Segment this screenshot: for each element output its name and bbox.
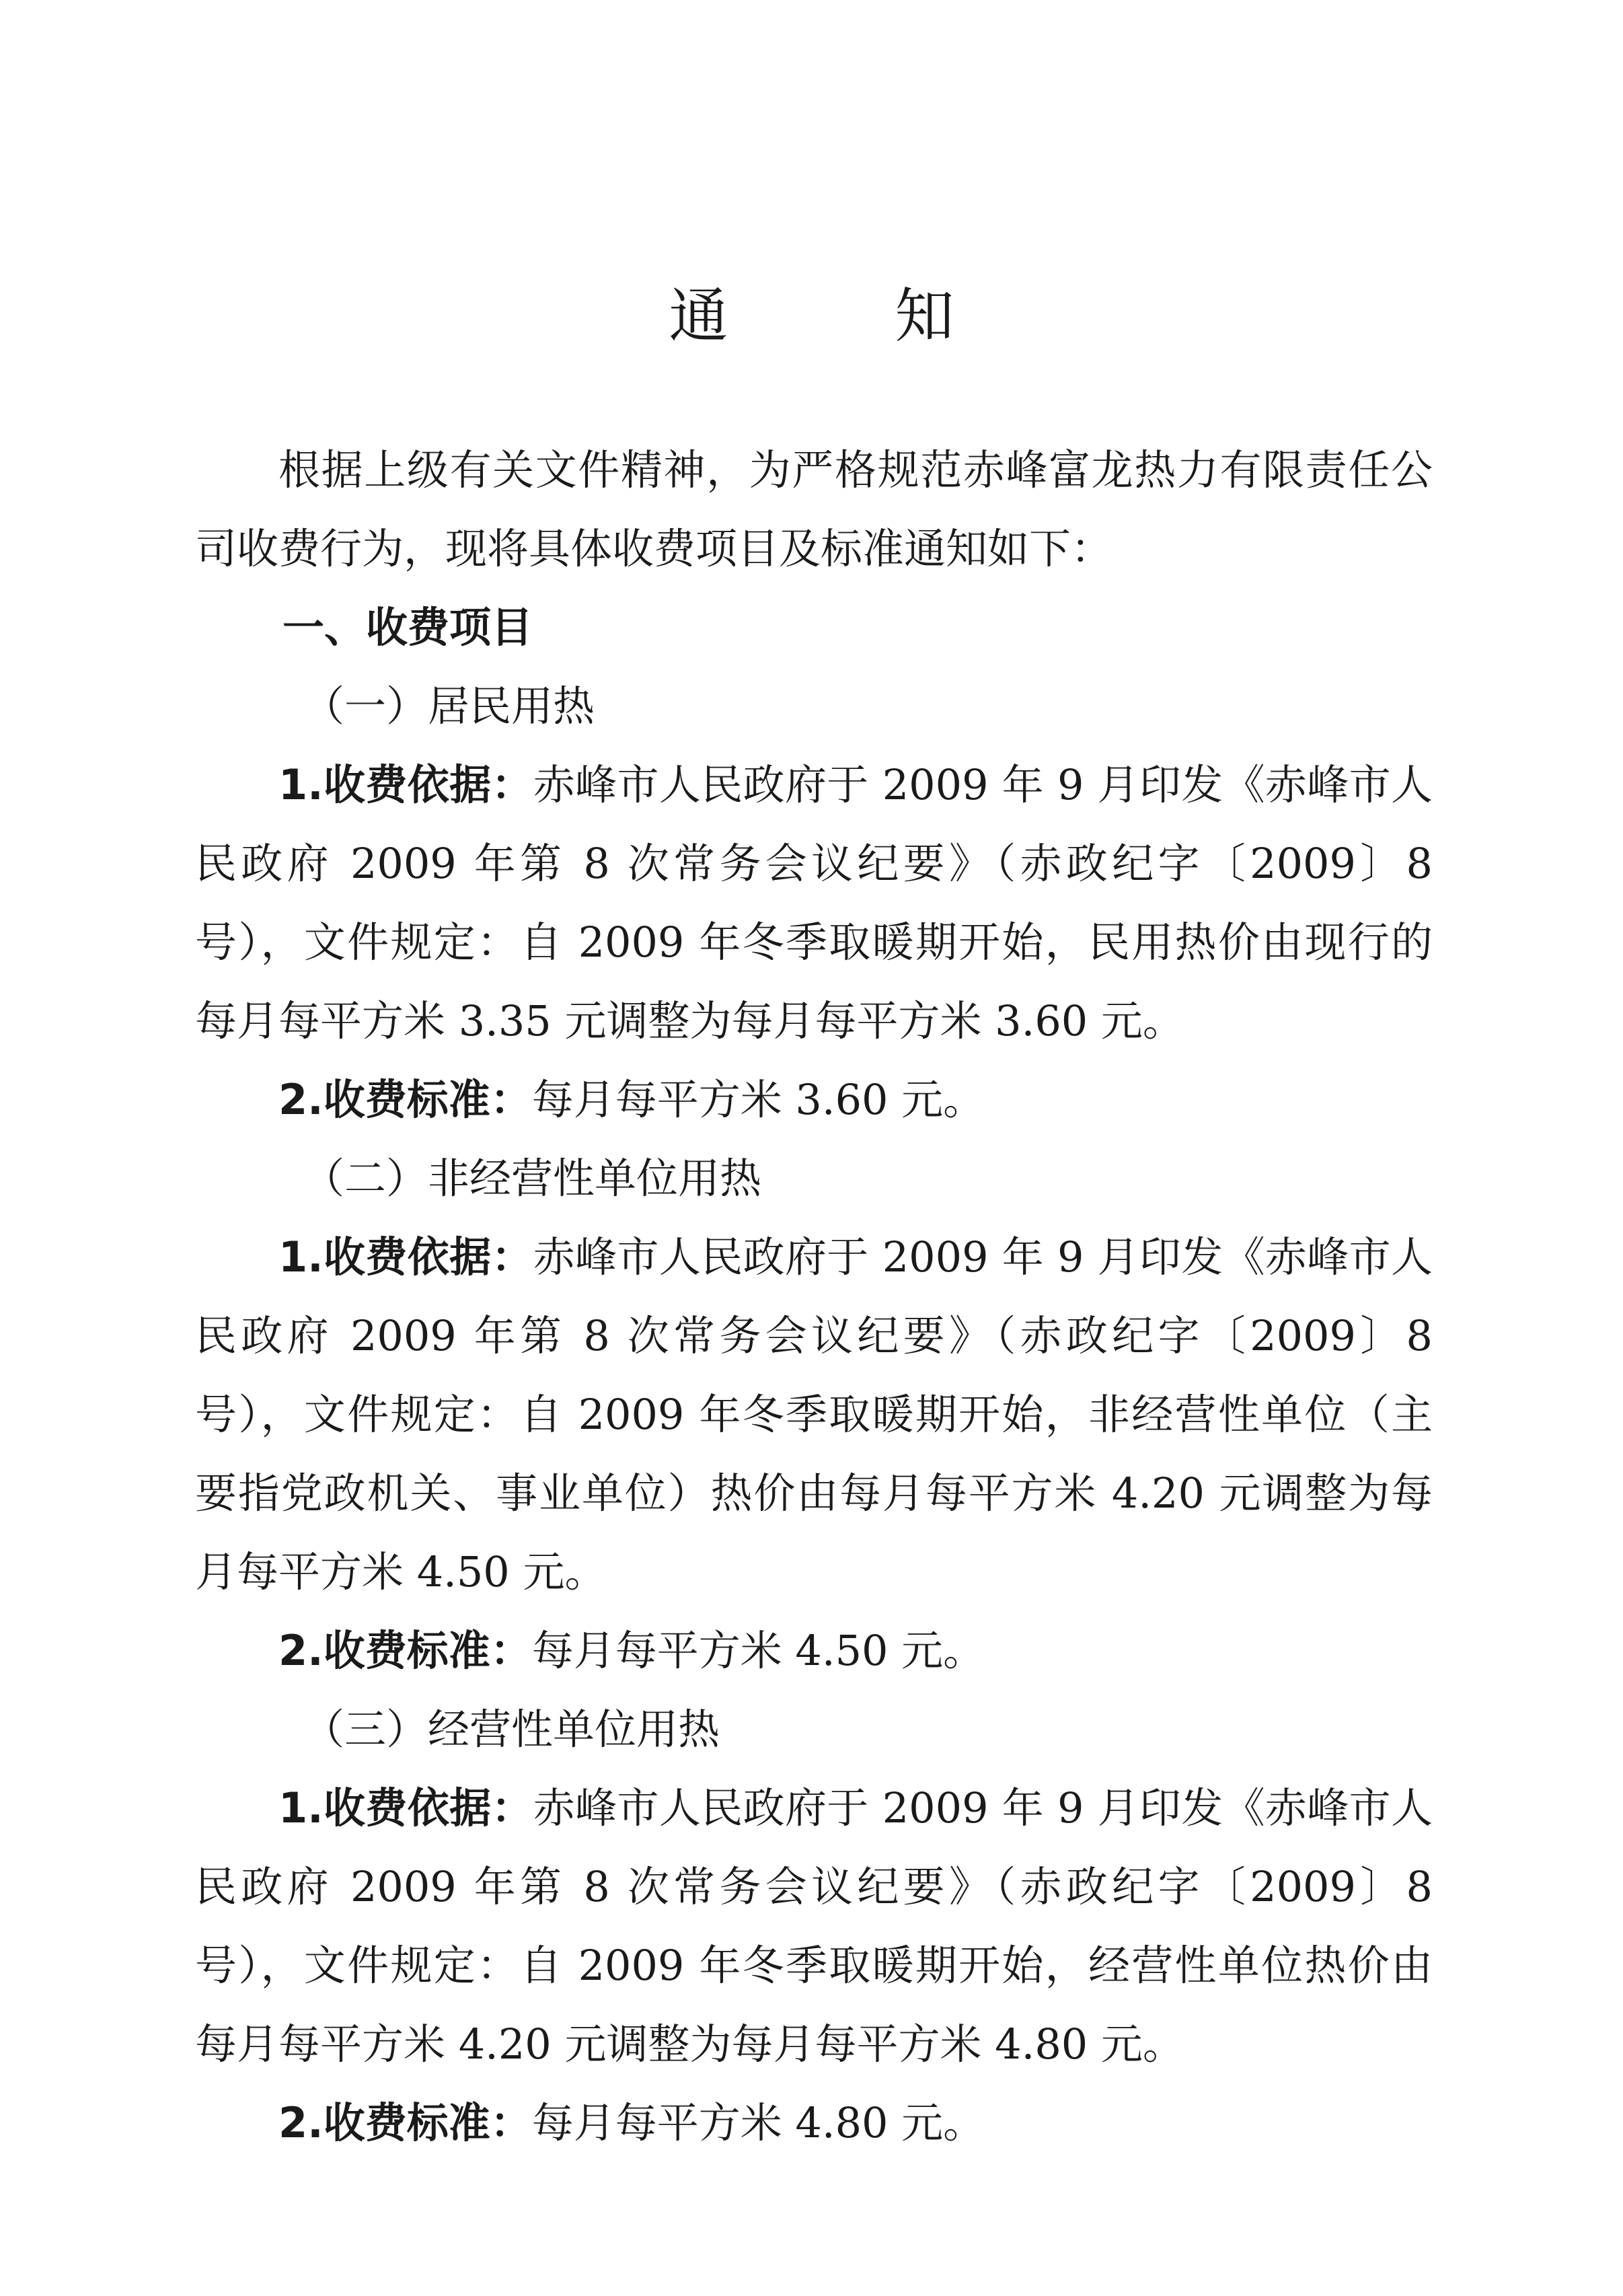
- standard-label: 2.收费标准：: [278, 1075, 532, 1124]
- document-body: [195, 431, 1433, 2162]
- basis-text: 赤峰市人民政府于 2009 年 9 月印发《赤峰市人民政府 2009 年第 8 次常务会议纪要》（赤政纪字〔2009〕8 号），文件规定：自 2009 年冬季取暖期开始，民用热价由现行的每月每平方米 3.35 元调整为每月每平方米 3.60 元。: [195, 760, 1433, 1045]
- basis-label: 1.收费依据：: [278, 760, 533, 809]
- business-standard: [195, 2083, 1433, 2162]
- residential-standard: [195, 1060, 1433, 1139]
- subsection-heading-business: （三）经营性单位用热: [303, 1705, 720, 1754]
- section-heading-fee-items: 一、收费项目: [282, 603, 533, 652]
- basis-label: 1.收费依据：: [278, 1783, 533, 1832]
- standard-text: 每月每平方米 3.60 元。: [531, 1075, 985, 1124]
- page-title: 通 知: [669, 281, 1028, 350]
- basis-text: 赤峰市人民政府于 2009 年 9 月印发《赤峰市人民政府 2009 年第 8 次常务会议纪要》（赤政纪字〔2009〕8 号），文件规定：自 2009 年冬季取暖期开始，非经营性单位（主要指党政机关、事业单位）热价由每月每平方米 4.20 元调整为每月每平方米 4.50 元。: [195, 1232, 1433, 1596]
- standard-text: 每月每平方米 4.50 元。: [531, 1626, 985, 1675]
- business-basis: [195, 1769, 1433, 2083]
- standard-text: 每月每平方米 4.80 元。: [531, 2098, 985, 2147]
- standard-label: 2.收费标准：: [278, 1626, 532, 1675]
- subsection-heading-residential: （一）居民用热: [303, 681, 595, 731]
- subsection-heading-non-business: （二）非经营性单位用热: [303, 1154, 762, 1203]
- basis-text: 赤峰市人民政府于 2009 年 9 月印发《赤峰市人民政府 2009 年第 8 次常务会议纪要》（赤政纪字〔2009〕8 号），文件规定：自 2009 年冬季取暖期开始，经营性单位热价由每月每平方米 4.20 元调整为每月每平方米 4.80 元。: [195, 1783, 1433, 2069]
- residential-basis: [195, 745, 1433, 1060]
- intro-paragraph: 根据上级有关文件精神，为严格规范赤峰富龙热力有限责任公司收费行为，现将具体收费项目及标准通知如下：: [195, 445, 1433, 573]
- standard-label: 2.收费标准：: [278, 2098, 532, 2147]
- non-business-standard: [195, 1611, 1433, 1690]
- non-business-basis: [195, 1218, 1433, 1611]
- basis-label: 1.收费依据：: [278, 1232, 533, 1282]
